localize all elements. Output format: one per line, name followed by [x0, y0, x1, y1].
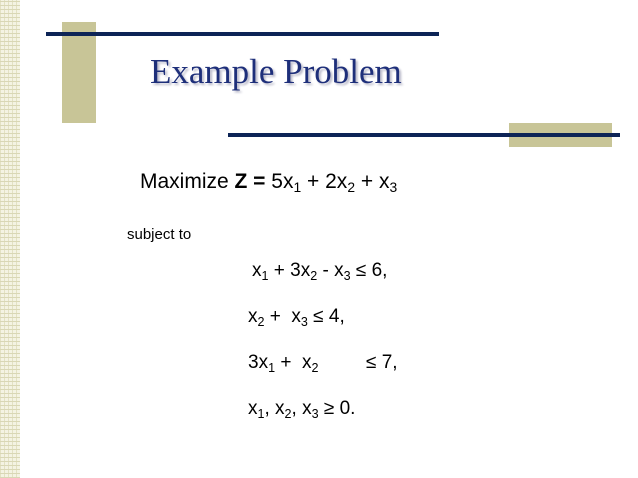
subscript: 2 [311, 360, 319, 375]
objective-term: + x [355, 170, 390, 193]
objective-z: Z = [234, 170, 266, 193]
subscript: 3 [343, 268, 351, 283]
constraint-term: x [248, 306, 258, 327]
objective-term: 5x [265, 170, 294, 193]
subscript: 2 [257, 314, 265, 329]
objective-verb: Maximize [140, 170, 235, 193]
subscript: 1 [261, 268, 269, 283]
decorative-left-strip [0, 0, 20, 478]
constraint-term: x [252, 260, 262, 281]
constraint-2 [248, 306, 345, 328]
constraint-term: 3x [248, 352, 269, 373]
subject-to-label: subject to [127, 226, 192, 243]
constraint-term: + x [264, 306, 301, 327]
subscript: 1 [257, 406, 265, 421]
constraint-1 [252, 260, 387, 282]
constraint-rhs: ≤ 4, [307, 306, 345, 327]
subscript: 1 [293, 179, 302, 196]
constraint-term: + 3x [268, 260, 311, 281]
constraint-rhs: ≤ 6, [350, 260, 388, 281]
constraint-term: + x [275, 352, 312, 373]
constraint-term: , x [291, 398, 312, 419]
subscript: 2 [310, 268, 318, 283]
objective-term: + 2x [301, 170, 348, 193]
constraint-rhs: ≥ 0. [318, 398, 356, 419]
constraint-term: , x [264, 398, 285, 419]
constraint-rhs: ≤ 7, [318, 352, 398, 373]
subscript: 3 [389, 179, 398, 196]
subscript: 1 [268, 360, 276, 375]
subscript: 3 [300, 314, 308, 329]
objective-function [140, 170, 397, 194]
constraint-term: x [248, 398, 258, 419]
constraint-term: - x [317, 260, 344, 281]
subscript: 3 [311, 406, 319, 421]
decorative-line-right [228, 133, 620, 137]
subscript: 2 [347, 179, 356, 196]
decorative-line-top [46, 32, 439, 36]
constraint-4 [248, 398, 355, 420]
decorative-block-top [62, 22, 96, 123]
slide-title: Example Problem [150, 52, 402, 91]
subscript: 2 [284, 406, 292, 421]
constraint-3 [248, 352, 398, 374]
